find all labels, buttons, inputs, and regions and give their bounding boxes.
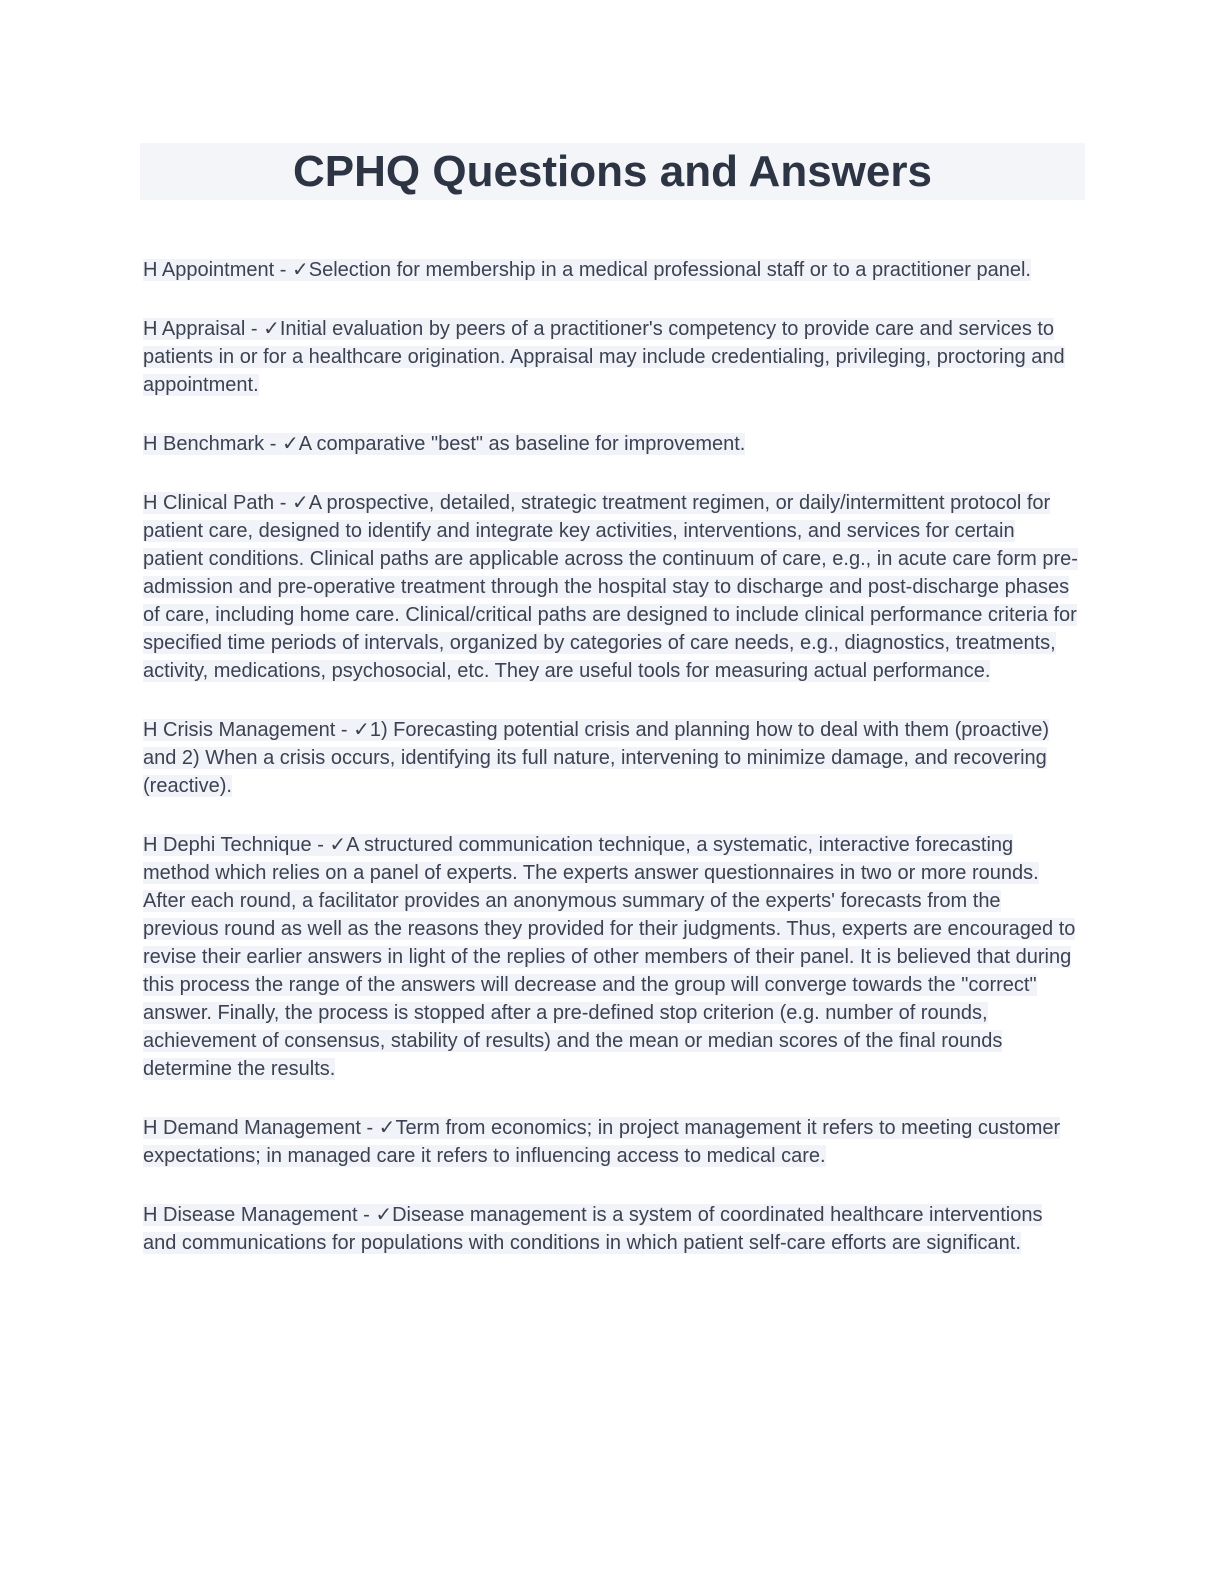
qa-question: H Demand Management - [143, 1117, 379, 1139]
qa-answer: Initial evaluation by peers of a practitioner's competency to provide care and services to patients in or for a healthcare origination. Appraisal may include credentialing, privileging, proctoring and appointment. [143, 318, 1065, 396]
qa-question: H Disease Management - [143, 1204, 376, 1226]
page-title: CPHQ Questions and Answers [293, 146, 932, 196]
title-banner [140, 143, 1085, 200]
qa-item [143, 1200, 1080, 1257]
qa-question: H Clinical Path - [143, 492, 292, 514]
qa-answer: Selection for membership in a medical professional staff or to a practitioner panel. [308, 259, 1031, 281]
check-icon: ✓ [353, 717, 370, 741]
check-icon: ✓ [291, 257, 309, 281]
qa-highlight [143, 1204, 1042, 1254]
qa-question: H Benchmark - [143, 433, 282, 455]
qa-item [143, 488, 1080, 685]
qa-answer: 1) Forecasting potential crisis and planning how to deal with them (proactive) and 2) When a crisis occurs, identifying its full nature, intervening to minimize damage, and recovering (reactive). [143, 719, 1050, 797]
qa-highlight [143, 259, 1031, 281]
qa-highlight [143, 719, 1049, 797]
qa-question: H Appraisal - [143, 318, 264, 340]
check-icon: ✓ [281, 431, 299, 455]
qa-item [143, 830, 1080, 1083]
qa-question: H Crisis Management - [143, 719, 354, 741]
qa-highlight [143, 1117, 1060, 1167]
qa-answer: Term from economics; in project management it refers to meeting customer expectations; in managed care it refers to influencing access to medical care. [143, 1117, 1061, 1167]
qa-item [143, 255, 1080, 284]
qa-highlight [143, 492, 1078, 682]
qa-item [143, 429, 1080, 458]
check-icon: ✓ [329, 832, 347, 856]
check-icon: ✓ [375, 1202, 393, 1226]
qa-answer: A structured communication technique, a systematic, interactive forecasting method which relies on a panel of experts. The experts answer questionnaires in two or more rounds. After each round, a facilitator provides an anonymous summary of the experts' forecasts from the previous round as well as the reasons they provided for their judgments. Thus, experts are encouraged to revise their earlier answers in light of the replies of other members of their panel. It is believed that during this process the range of the answers will decrease and the group will converge towards the "correct" answer. Finally, the process is stopped after a pre-defined stop criterion (e.g. number of rounds, achievement of consensus, stability of results) and the mean or median scores of the final rounds determine the results. [143, 834, 1076, 1080]
qa-list [143, 255, 1080, 1287]
check-icon: ✓ [378, 1115, 396, 1139]
qa-item [143, 715, 1080, 800]
qa-answer: A prospective, detailed, strategic treatment regimen, or daily/intermittent protocol for patient care, designed to identify and integrate key activities, interventions, and services for certain patient conditions. Clinical paths are applicable across the continuum of care, e.g., in acute care form pre-admission and pre-operative treatment through the hospital stay to discharge and post-discharge phases of care, including home care. Clinical/critical paths are designed to include clinical performance criteria for specified time periods of intervals, organized by categories of care needs, e.g., diagnostics, treatments, activity, medications, psychosocial, etc. They are useful tools for measuring actual performance. [143, 492, 1078, 682]
qa-answer: A comparative "best" as baseline for improvement. [298, 433, 746, 455]
qa-highlight [143, 318, 1065, 396]
check-icon: ✓ [263, 316, 280, 340]
qa-item [143, 1113, 1080, 1170]
qa-question: H Appointment - [143, 259, 292, 281]
qa-item [143, 314, 1080, 399]
qa-highlight [143, 433, 745, 455]
qa-question: H Dephi Technique - [143, 834, 330, 856]
qa-highlight [143, 834, 1075, 1080]
check-icon: ✓ [291, 490, 309, 514]
qa-answer: Disease management is a system of coordinated healthcare interventions and communications for populations with conditions in which patient self-care efforts are significant. [143, 1204, 1043, 1254]
